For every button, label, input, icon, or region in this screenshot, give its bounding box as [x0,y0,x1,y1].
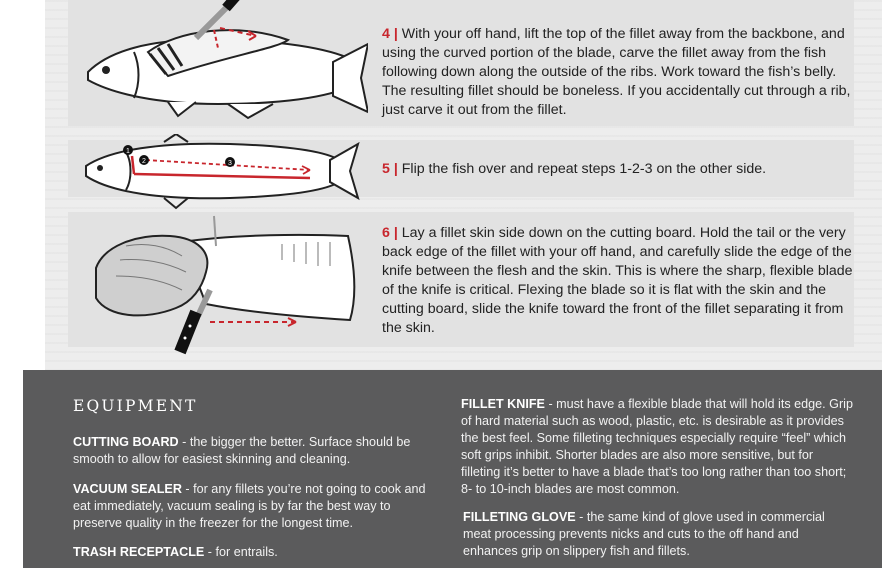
step-5-body: Flip the fish over and repeat steps 1-2-3 on the other side. [401,161,767,177]
marker-2-label: 2 [142,158,146,165]
equipment-item-desc: - the bigger the better. Surface should be smooth to allow for easiest skinning and cleaning. [73,435,411,466]
page-margin [882,0,896,568]
step-6-body: Lay a fillet skin side down on the cutting board. Hold the tail or the very back edge of the fillet with your off hand, and carefully slide the edge of the knife between the flesh and the skin. This is where the sharp, flexible blade of the knife is critical. Flexing the blade so it is flat with the skin and the cutting board, slide the knife toward the front of the fillet separating it from the skin. [382,225,853,336]
fish-fillet-step4-illustration [78,0,368,124]
equipment-trash-receptacle [73,544,443,561]
equipment-cutting-board [73,434,443,468]
equipment-filleting-glove [463,509,853,560]
equipment-item-desc: - must have a flexible blade that will hold its edge. Grip of hard material such as wood, plastic, etc. is desirable as it provides the best feel. Some filleting techniques especially require “feel” which soft grips inhibit. Shorter blades are also more sensitive, but for filleting it’s better to have a blade that’s too long rather than too short; 8- to 10-inch blades are most common. [461,397,853,496]
step-4-body: With your off hand, lift the top of the fillet away from the backbone, and using the curved portion of the blade, carve the fillet away from the fish following down along the outside of the ribs. Work toward the fish’s belly. The resulting fillet should be boneless. If you accidentally cut through a rib, just carve it out from the fillet. [382,26,851,118]
step-4-text [382,25,852,120]
equipment-item-name: VACUUM SEALER [73,482,182,496]
step-6-separator: | [389,225,402,241]
step-4-number: 4 [382,26,390,42]
equipment-item-name: TRASH RECEPTACLE [73,545,205,559]
skinning-fillet-step6-illustration [86,212,360,372]
equipment-panel [23,370,882,568]
fish-cut-lines-step5-illustration [80,134,362,210]
equipment-item-name: CUTTING BOARD [73,435,179,449]
equipment-vacuum-sealer [73,481,443,532]
equipment-item-name: FILLETING GLOVE [463,510,576,524]
step-4-separator: | [389,26,402,42]
marker-3-label: 3 [228,160,232,167]
step-6-text [382,224,854,338]
equipment-item-desc: - for entrails. [204,545,278,559]
step-5-separator: | [389,161,402,177]
equipment-fillet-knife [461,396,853,498]
equipment-item-desc: - for any fillets you’re not going to cook and eat immediately, vacuum sealing is by far the best way to preserve quality in the freezer for the longest time. [73,482,426,530]
step-5-text [382,160,852,179]
equipment-title: EQUIPMENT [73,397,198,415]
equipment-item-name: FILLET KNIFE [461,397,545,411]
step-5-number: 5 [382,161,390,177]
step-6-number: 6 [382,225,390,241]
marker-1-label: 1 [126,148,130,155]
equipment-item-desc: - the same kind of glove used in commercial meat processing prevents nicks and cuts to the off hand and enhances grip on slippery fish and fillets. [463,510,825,558]
